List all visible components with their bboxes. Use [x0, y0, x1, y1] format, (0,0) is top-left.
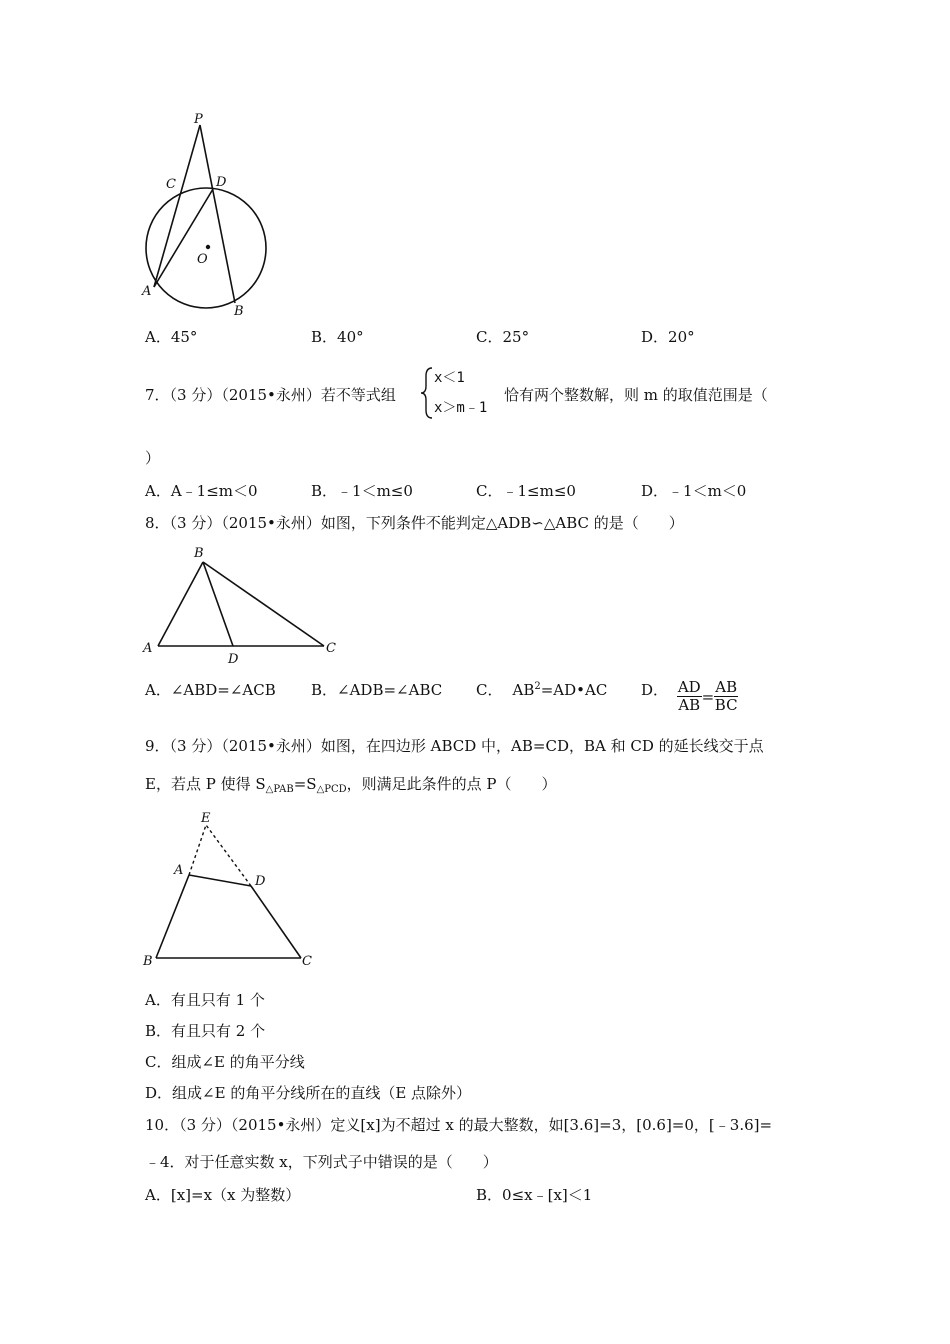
label-d: D — [216, 175, 227, 190]
label-o: O — [197, 252, 208, 267]
quadrilateral-figure-q9 — [138, 808, 323, 973]
center-point — [206, 245, 210, 249]
q8-option-a: A．∠ABD=∠ACB — [145, 681, 276, 699]
label-b: B — [234, 304, 244, 319]
label-c: C — [326, 641, 336, 656]
q7-option-b: B．﹣1＜m≤0 — [311, 482, 413, 500]
brace-icon — [420, 366, 434, 420]
q6-option-a: A．45° — [145, 328, 198, 346]
q7-system-line1: x＜1 — [434, 370, 465, 386]
q7-system-line2: x＞m﹣1 — [434, 400, 488, 416]
q9-option-d: D．组成∠E 的角平分线所在的直线（E 点除外） — [145, 1084, 472, 1102]
q7-stem-before: 7．（3 分）（2015•永州）若不等式组 — [145, 386, 396, 404]
circle-o — [146, 188, 266, 308]
q8-option-d: D． $\frac{AD}{AB}$ = $\frac{AB}{BC}$ — [641, 678, 738, 715]
q7-option-c: C．﹣1≤m≤0 — [476, 482, 576, 500]
side-bc — [203, 562, 324, 646]
q8-option-c: C． $AB^2=AD•AC$ — [476, 681, 608, 699]
label-p: P — [194, 112, 203, 127]
q8-stem: 8．（3 分）（2015•永州）如图，下列条件不能判定△ADB∽△ABC 的是（ ） — [145, 514, 684, 532]
line-pb — [200, 125, 235, 303]
q10-option-a: A．[x]=x（x 为整数） — [145, 1186, 301, 1204]
q10-stem-line2: ﹣4．对于任意实数 x，下列式子中错误的是（ ） — [145, 1153, 498, 1171]
extension-de — [206, 825, 251, 886]
label-b: B — [143, 954, 153, 969]
label-a: A — [142, 284, 152, 299]
extension-ae — [189, 825, 206, 875]
segment-bd — [203, 562, 233, 646]
label-a: A — [174, 863, 184, 878]
triangle-figure-q8 — [140, 540, 345, 670]
label-b: B — [194, 546, 204, 561]
fraction-ad-ab: $\frac{AD}{AB}$ — [677, 678, 701, 715]
q8-option-b: B．∠ADB=∠ABC — [311, 681, 443, 699]
label-d: D — [228, 652, 239, 667]
label-c: C — [302, 954, 312, 969]
label-c: C — [166, 177, 176, 192]
label-d: D — [255, 874, 266, 889]
fraction-ab-bc: $\frac{AB}{BC}$ — [714, 678, 738, 715]
q10-option-b: B．0≤x﹣[x]＜1 — [476, 1186, 593, 1204]
label-e: E — [201, 811, 211, 826]
q10-stem-line1: 10．（3 分）（2015•永州）定义[x]为不超过 x 的最大整数，如[3.6]=3，[0.6]=0，[﹣3.6]= — [145, 1116, 773, 1134]
q9-option-c: C．组成∠E 的角平分线 — [145, 1053, 305, 1071]
label-a: A — [143, 641, 153, 656]
q7-option-a: A．A﹣1≤m＜0 — [145, 482, 258, 500]
q6-option-d: D．20° — [641, 328, 695, 346]
q9-stem-line2: E，若点 P 使得 $S_{\triangle PAB}=S_{\triangle PCD}$，则满足此条件的点 P（ ） — [145, 775, 557, 795]
side-ab — [158, 562, 203, 646]
side-dc — [251, 886, 301, 958]
q7-stem-after: 恰有两个整数解，则 m 的取值范围是（ — [504, 386, 768, 404]
q9-option-b: B．有且只有 2 个 — [145, 1022, 266, 1040]
q6-option-b: B．40° — [311, 328, 364, 346]
q9-option-a: A．有且只有 1 个 — [145, 991, 265, 1009]
q7-option-d: D．﹣1＜m＜0 — [641, 482, 747, 500]
side-ab — [156, 875, 189, 958]
q9-stem-line1: 9．（3 分）（2015•永州）如图，在四边形 ABCD 中，AB=CD，BA 和 CD 的延长线交于点 — [145, 737, 764, 755]
line-pa — [154, 125, 200, 287]
side-ad — [189, 875, 251, 886]
q6-option-c: C．25° — [476, 328, 530, 346]
line-ad — [154, 189, 213, 287]
circle-figure — [130, 105, 280, 320]
q7-stem-close: ） — [145, 449, 161, 467]
